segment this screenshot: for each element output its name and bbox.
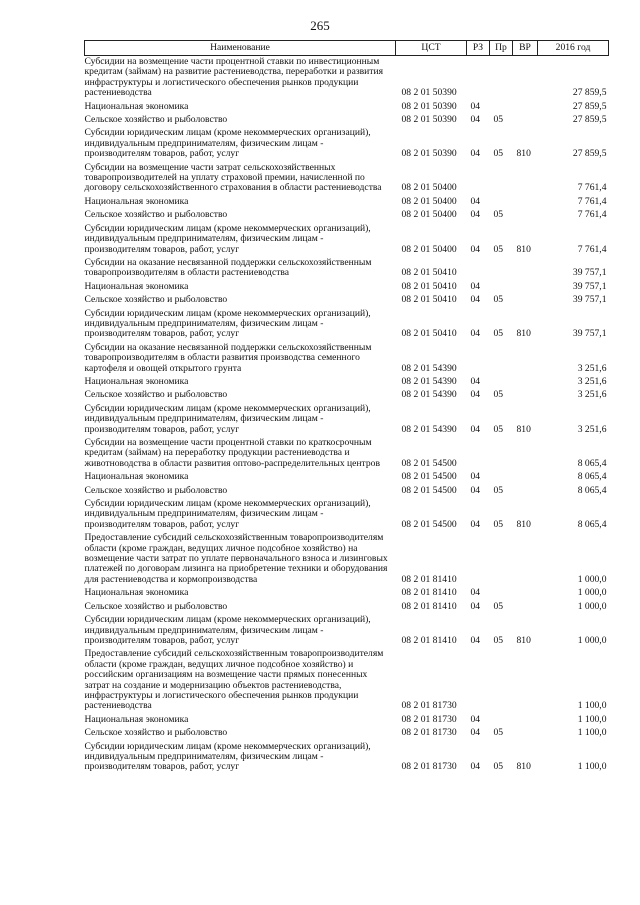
page-number: 265 (310, 18, 330, 33)
cell-rz: 04 (470, 600, 481, 612)
cell-cst: 08 2 01 50400 (401, 243, 457, 255)
cell-pr (490, 162, 513, 196)
cell-amount: 39 757,1 (572, 267, 607, 279)
cell-name: Субсидии юридическим лицам (кроме некоммерческих организаций), индивидуальным предпринимателям, физическим лицам - производителям товаров, работ, услуг (84, 614, 371, 646)
cell-name: Субсидии на оказание несвязанной поддержки сельскохозяйственным товаропроизводителям в области растениеводства (84, 256, 372, 279)
cell-amount: 39 757,1 (572, 294, 607, 306)
cell-name: Субсидии юридическим лицам (кроме некоммерческих организаций), индивидуальным предпринимателям, физическим лицам - производителям товаров, работ, услуг (84, 402, 371, 435)
table-row (85, 308, 609, 342)
table-row (85, 601, 609, 614)
cell-rz: 04 (470, 727, 481, 739)
cell-pr: 05 (493, 114, 504, 126)
cell-cst: 08 2 01 54390 (401, 375, 457, 387)
table-row (85, 342, 609, 376)
cell-cst: 08 2 01 54390 (401, 362, 457, 374)
table-row (85, 257, 609, 281)
table-row (85, 714, 609, 727)
cell-amount: 7 761,4 (577, 243, 607, 255)
cell-vr (513, 162, 538, 196)
cell-amount: 1 000,0 (577, 600, 607, 612)
cell-amount: 27 859,5 (572, 100, 607, 112)
cell-pr (490, 257, 513, 281)
cell-name: Субсидии юридическим лицам (кроме некоммерческих организаций), индивидуальным предпринимателям, физическим лицам - производителям товаров, работ, услуг (84, 740, 371, 773)
cell-rz: 04 (470, 375, 481, 387)
cell-rz (467, 437, 490, 471)
table-row (85, 281, 609, 294)
cell-rz: 04 (470, 328, 481, 340)
table-row (85, 196, 609, 209)
cell-rz: 04 (470, 713, 481, 725)
cell-name: Субсидии юридическим лицам (кроме некоммерческих организаций), индивидуальным предпринимателям, физическим лицам - производителям товаров, работ, услуг (84, 222, 371, 255)
cell-vr: 810 (516, 148, 531, 160)
cell-amount: 27 859,5 (572, 148, 607, 160)
table-row (85, 127, 609, 161)
table-row (85, 587, 609, 600)
cell-vr: 810 (516, 518, 531, 530)
cell-rz (467, 257, 490, 281)
cell-vr (513, 101, 538, 114)
cell-vr (513, 485, 538, 498)
cell-amount: 39 757,1 (572, 328, 607, 340)
cell-pr: 05 (493, 243, 504, 255)
cell-vr (513, 209, 538, 222)
table-row (85, 56, 609, 101)
cell-pr: 05 (493, 209, 504, 221)
cell-amount: 1 100,0 (577, 700, 607, 712)
cell-vr: 810 (516, 761, 531, 773)
cell-rz (467, 648, 490, 713)
cell-vr (513, 56, 538, 101)
cell-rz: 04 (470, 423, 481, 435)
cell-cst: 08 2 01 81410 (401, 634, 457, 646)
cell-vr (513, 342, 538, 376)
cell-vr (513, 257, 538, 281)
cell-vr (513, 196, 538, 209)
cell-cst: 08 2 01 81730 (401, 727, 457, 739)
cell-rz (467, 162, 490, 196)
cell-amount: 1 100,0 (577, 727, 607, 739)
cell-pr (490, 56, 513, 101)
cell-cst: 08 2 01 50410 (401, 294, 457, 306)
cell-name: Субсидии юридическим лицам (кроме некоммерческих организаций), индивидуальным предпринимателям, физическим лицам - производителям товаров, работ, услуг (84, 307, 371, 340)
cell-rz: 04 (470, 148, 481, 160)
table-row (85, 294, 609, 307)
cell-rz: 04 (470, 243, 481, 255)
table-row (85, 648, 609, 713)
cell-cst: 08 2 01 54500 (401, 484, 457, 496)
cell-vr (513, 376, 538, 389)
cell-pr (490, 101, 513, 114)
cell-name: Субсидии на возмещение части процентной ставки по краткосрочным кредитам (займам) на переработку продукции растениеводства и животноводства в области развития оптово-распределительных центров (84, 437, 380, 469)
cell-name: Национальная экономика (84, 100, 189, 112)
cell-amount: 1 000,0 (577, 587, 607, 599)
cell-pr (490, 342, 513, 376)
cell-rz: 04 (470, 761, 481, 773)
cell-name: Субсидии на возмещение части затрат сельскохозяйственных товаропроизводителей на уплату страховой премии, начисленной по договору сельскохозяйственного страхования в области растениеводства (84, 161, 382, 194)
header-year: 2016 год (538, 41, 609, 56)
cell-amount: 8 065,4 (577, 471, 607, 483)
cell-vr (513, 471, 538, 484)
table-row (85, 162, 609, 196)
budget-table (84, 40, 609, 775)
cell-rz: 04 (470, 280, 481, 292)
cell-pr (490, 376, 513, 389)
cell-vr (513, 587, 538, 600)
cell-name: Сельское хозяйство и рыболовство (84, 727, 228, 739)
table-row (85, 376, 609, 389)
cell-pr (490, 196, 513, 209)
cell-amount: 1 000,0 (577, 634, 607, 646)
cell-vr (513, 294, 538, 307)
cell-pr: 05 (493, 423, 504, 435)
cell-pr: 05 (493, 389, 504, 401)
header-name: Наименование (85, 41, 396, 56)
cell-pr: 05 (493, 328, 504, 340)
cell-pr: 05 (493, 148, 504, 160)
cell-amount: 3 251,6 (577, 423, 607, 435)
header-vr: ВР (513, 41, 538, 56)
table-body (85, 56, 609, 775)
cell-name: Субсидии на оказание несвязанной поддержки сельскохозяйственным товаропроизводителям в области развития производства семенного картофеля и овощей открытого грунта (84, 341, 372, 374)
cell-pr: 05 (493, 518, 504, 530)
cell-pr (490, 648, 513, 713)
cell-cst: 08 2 01 54500 (401, 457, 457, 469)
cell-vr (513, 532, 538, 587)
cell-rz: 04 (470, 389, 481, 401)
cell-amount: 27 859,5 (572, 114, 607, 126)
cell-vr (513, 281, 538, 294)
cell-pr: 05 (493, 761, 504, 773)
cell-amount: 8 065,4 (577, 484, 607, 496)
cell-name: Сельское хозяйство и рыболовство (84, 209, 228, 221)
cell-rz (467, 56, 490, 101)
cell-cst: 08 2 01 50410 (401, 267, 457, 279)
cell-name: Национальная экономика (84, 280, 189, 292)
cell-vr: 810 (516, 328, 531, 340)
cell-cst: 08 2 01 54390 (401, 389, 457, 401)
cell-name: Сельское хозяйство и рыболовство (84, 389, 228, 401)
header-rz: РЗ (467, 41, 490, 56)
cell-amount: 1 100,0 (577, 761, 607, 773)
cell-cst: 08 2 01 50400 (401, 182, 457, 194)
cell-vr (513, 114, 538, 127)
cell-cst: 08 2 01 54390 (401, 423, 457, 435)
cell-vr (513, 727, 538, 740)
table-row (85, 209, 609, 222)
cell-name: Национальная экономика (84, 471, 189, 483)
cell-amount: 3 251,6 (577, 362, 607, 374)
cell-amount: 3 251,6 (577, 389, 607, 401)
cell-amount: 7 761,4 (577, 195, 607, 207)
cell-rz: 04 (470, 209, 481, 221)
cell-pr: 05 (493, 294, 504, 306)
cell-vr (513, 389, 538, 402)
cell-cst: 08 2 01 50390 (401, 114, 457, 126)
cell-vr: 810 (516, 634, 531, 646)
cell-cst: 08 2 01 81730 (401, 713, 457, 725)
cell-cst: 08 2 01 81730 (401, 700, 457, 712)
cell-amount: 7 761,4 (577, 182, 607, 194)
cell-cst: 08 2 01 50410 (401, 280, 457, 292)
table-header-row (85, 41, 609, 56)
cell-amount: 8 065,4 (577, 457, 607, 469)
cell-rz: 04 (470, 100, 481, 112)
cell-cst: 08 2 01 54500 (401, 471, 457, 483)
cell-name: Национальная экономика (84, 713, 189, 725)
cell-amount: 39 757,1 (572, 280, 607, 292)
cell-rz: 04 (470, 294, 481, 306)
table-row (85, 389, 609, 402)
cell-pr (490, 281, 513, 294)
cell-cst: 08 2 01 54500 (401, 518, 457, 530)
cell-pr (490, 437, 513, 471)
cell-amount: 3 251,6 (577, 375, 607, 387)
cell-cst: 08 2 01 50390 (401, 100, 457, 112)
cell-cst: 08 2 01 50410 (401, 328, 457, 340)
cell-vr: 810 (516, 243, 531, 255)
table-row (85, 485, 609, 498)
cell-rz (467, 342, 490, 376)
cell-pr: 05 (493, 600, 504, 612)
cell-rz: 04 (470, 195, 481, 207)
cell-name: Сельское хозяйство и рыболовство (84, 294, 228, 306)
table-row (85, 532, 609, 587)
table-row (85, 223, 609, 257)
cell-pr: 05 (493, 484, 504, 496)
cell-name: Национальная экономика (84, 195, 189, 207)
table-row (85, 614, 609, 648)
cell-amount: 7 761,4 (577, 209, 607, 221)
cell-name: Субсидии юридическим лицам (кроме некоммерческих организаций), индивидуальным предпринимателям, физическим лицам - производителям товаров, работ, услуг (84, 498, 371, 530)
cell-pr (490, 714, 513, 727)
cell-name: Предоставление субсидий сельскохозяйственным товаропроизводителям области (кроме граждан, ведущих личное подсобное хозяйство) на возмещение части затрат по уплате первоначального взноса и лизинговых платежей по договорам лизинга на приобретение техники и оборудования для растениеводства и кормопроизводства (84, 532, 388, 585)
cell-pr: 05 (493, 727, 504, 739)
table-row (85, 741, 609, 775)
cell-rz: 04 (470, 471, 481, 483)
table-row (85, 403, 609, 437)
cell-name: Национальная экономика (84, 587, 189, 599)
cell-vr: 810 (516, 423, 531, 435)
cell-amount: 27 859,5 (572, 87, 607, 99)
cell-rz: 04 (470, 114, 481, 126)
cell-vr (513, 601, 538, 614)
cell-cst: 08 2 01 50390 (401, 148, 457, 160)
cell-name: Предоставление субсидий сельскохозяйственным товаропроизводителям области (кроме граждан, ведущих личное подсобное хозяйство) и российским организациям на возмещение части прямых понесенных затрат на создание и модернизацию объектов растениеводства, инфраструктуры и логистического обеспечения рынков продукции растениеводства (84, 648, 384, 712)
cell-rz: 04 (470, 587, 481, 599)
cell-name: Сельское хозяйство и рыболовство (84, 600, 228, 612)
cell-name: Сельское хозяйство и рыболовство (84, 484, 228, 496)
cell-pr (490, 532, 513, 587)
cell-cst: 08 2 01 81410 (401, 600, 457, 612)
cell-pr (490, 471, 513, 484)
header-pr: Пр (490, 41, 513, 56)
cell-rz: 04 (470, 518, 481, 530)
cell-rz: 04 (470, 484, 481, 496)
cell-name: Субсидии на возмещение части процентной ставки по инвестиционным кредитам (займам) на развитие растениеводства, переработки и развития инфраструктуры и логистического обеспечения рынков продукции растениеводства (84, 56, 384, 99)
cell-pr (490, 587, 513, 600)
cell-name: Субсидии юридическим лицам (кроме некоммерческих организаций), индивидуальным предпринимателям, физическим лицам - производителям товаров, работ, услуг (84, 127, 371, 160)
table-row (85, 727, 609, 740)
cell-amount: 8 065,4 (577, 518, 607, 530)
cell-vr (513, 437, 538, 471)
cell-cst: 08 2 01 81410 (401, 573, 457, 585)
cell-amount: 1 100,0 (577, 713, 607, 725)
table-row (85, 114, 609, 127)
table-row (85, 437, 609, 471)
table-row (85, 471, 609, 484)
table-row (85, 101, 609, 114)
cell-vr (513, 648, 538, 713)
cell-cst: 08 2 01 81410 (401, 587, 457, 599)
cell-pr: 05 (493, 634, 504, 646)
cell-cst: 08 2 01 81730 (401, 761, 457, 773)
table-row (85, 498, 609, 532)
cell-rz: 04 (470, 634, 481, 646)
cell-cst: 08 2 01 50400 (401, 195, 457, 207)
cell-cst: 08 2 01 50390 (401, 87, 457, 99)
cell-rz (467, 532, 490, 587)
header-cst: ЦСТ (396, 41, 467, 56)
cell-name: Сельское хозяйство и рыболовство (84, 114, 228, 126)
cell-name: Национальная экономика (84, 375, 189, 387)
cell-cst: 08 2 01 50400 (401, 209, 457, 221)
cell-amount: 1 000,0 (577, 573, 607, 585)
cell-vr (513, 714, 538, 727)
